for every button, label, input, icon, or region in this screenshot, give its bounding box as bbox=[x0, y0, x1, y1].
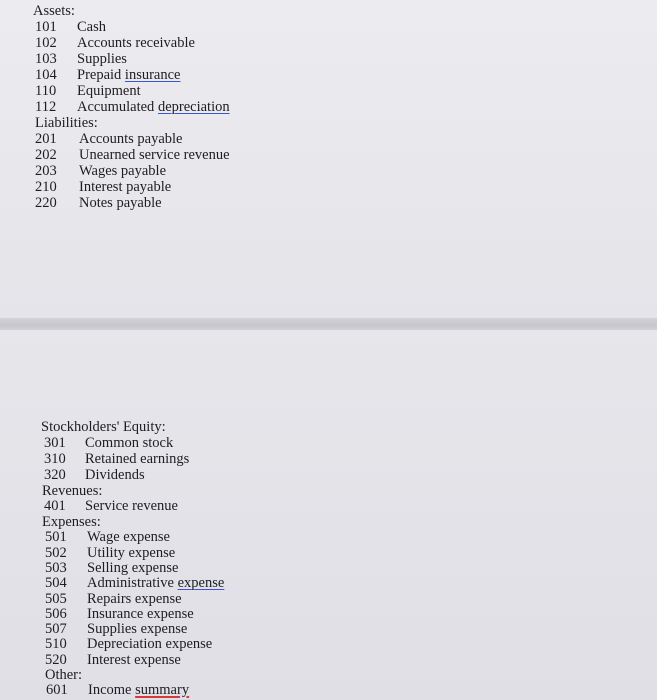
expenses-header: Expenses: bbox=[42, 514, 101, 530]
account-number: 320 bbox=[44, 467, 66, 483]
account-number: 510 bbox=[45, 636, 67, 652]
account-number: 506 bbox=[45, 606, 67, 622]
account-number: 505 bbox=[45, 591, 67, 607]
account-name: Cash bbox=[77, 19, 106, 35]
document-page-2 bbox=[0, 330, 657, 700]
account-number: 601 bbox=[46, 682, 68, 698]
account-number: 301 bbox=[44, 435, 66, 451]
account-number: 201 bbox=[35, 131, 57, 147]
account-name bbox=[87, 575, 224, 592]
spellcheck-underlined-word: expense bbox=[177, 575, 225, 591]
account-number: 504 bbox=[45, 575, 67, 591]
account-name: Notes payable bbox=[79, 195, 162, 211]
account-number: 103 bbox=[35, 51, 57, 67]
spellcheck-underlined-word: depreciation bbox=[157, 99, 230, 115]
revenues-header: Revenues: bbox=[42, 483, 103, 499]
account-number: 503 bbox=[45, 560, 67, 576]
spellcheck-underlined-word: summary bbox=[135, 682, 190, 698]
account-name-part: Prepaid bbox=[77, 67, 125, 83]
account-name: Insurance expense bbox=[87, 606, 194, 622]
liabilities-header: Liabilities: bbox=[35, 115, 98, 131]
account-number: 101 bbox=[35, 19, 57, 35]
account-name: Dividends bbox=[85, 467, 145, 483]
account-name: Selling expense bbox=[87, 560, 179, 576]
assets-header: Assets: bbox=[33, 3, 75, 19]
account-name: Utility expense bbox=[87, 545, 176, 561]
account-name: Common stock bbox=[85, 435, 174, 451]
equity-header: Stockholders' Equity: bbox=[41, 419, 166, 435]
account-name bbox=[88, 682, 189, 699]
account-name-part: Accumulated bbox=[77, 99, 158, 115]
account-number: 310 bbox=[44, 451, 66, 467]
account-name: Accounts payable bbox=[79, 131, 183, 147]
account-name: Wages payable bbox=[79, 163, 166, 179]
account-number: 502 bbox=[45, 545, 67, 561]
account-name bbox=[77, 99, 230, 116]
account-name: Supplies expense bbox=[87, 621, 188, 637]
account-name: Repairs expense bbox=[87, 591, 182, 607]
account-name: Depreciation expense bbox=[87, 636, 213, 652]
account-number: 203 bbox=[35, 163, 57, 179]
account-name-part: Income bbox=[88, 682, 136, 698]
account-number: 112 bbox=[35, 99, 57, 115]
document-page-1 bbox=[0, 0, 657, 322]
account-name: Unearned service revenue bbox=[79, 147, 230, 163]
account-name: Interest payable bbox=[79, 179, 172, 195]
account-number: 520 bbox=[45, 652, 67, 668]
account-number: 220 bbox=[35, 195, 57, 211]
account-name: Service revenue bbox=[85, 498, 178, 514]
account-number: 501 bbox=[45, 529, 67, 545]
account-name: Interest expense bbox=[87, 652, 181, 668]
account-name: Supplies bbox=[77, 51, 127, 67]
other-header: Other: bbox=[45, 667, 83, 683]
account-number: 110 bbox=[35, 83, 57, 99]
account-number: 202 bbox=[35, 147, 57, 163]
account-number: 401 bbox=[44, 498, 66, 514]
account-number: 507 bbox=[45, 621, 67, 637]
account-name-part: Administrative bbox=[87, 575, 178, 591]
spellcheck-underlined-word: insurance bbox=[124, 67, 181, 83]
account-name: Wage expense bbox=[87, 529, 170, 545]
account-name: Accounts receivable bbox=[77, 35, 195, 51]
account-number: 210 bbox=[35, 179, 57, 195]
account-name bbox=[77, 67, 180, 84]
account-number: 104 bbox=[35, 67, 57, 83]
account-name: Retained earnings bbox=[85, 451, 190, 467]
account-number: 102 bbox=[35, 35, 57, 51]
account-name: Equipment bbox=[77, 83, 141, 99]
